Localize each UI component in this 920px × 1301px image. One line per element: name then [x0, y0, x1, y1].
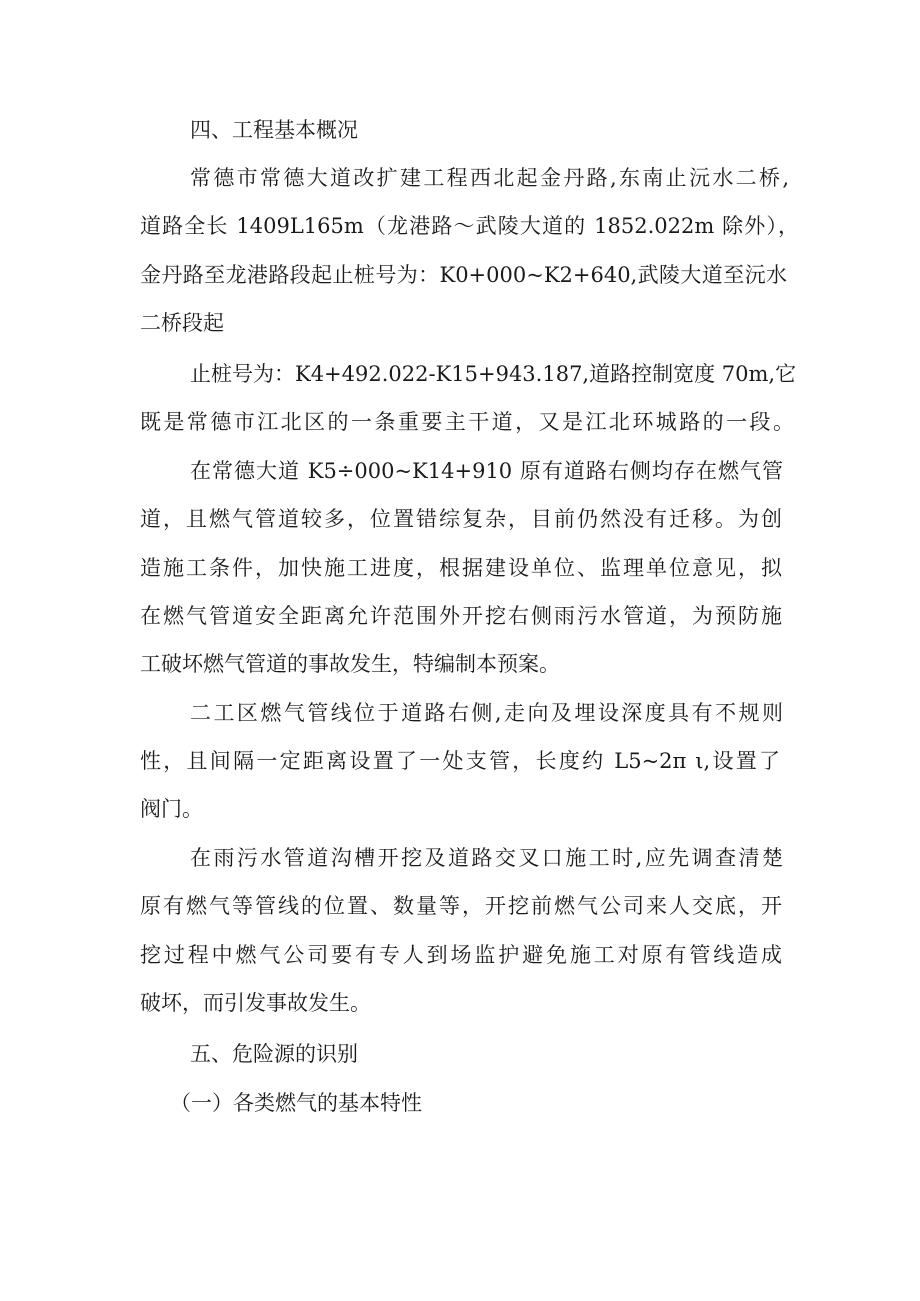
text-line: 道路全长 1409L165m（龙港路～武陵大道的 1852.022m 除外）， — [140, 214, 799, 238]
text-line: 原有燃气等管线的位置、数量等，开挖前燃气公司来人交底，开 — [140, 894, 782, 918]
text-line: 常德市常德大道改扩建工程西北起金丹路,东南止沅水二桥, — [190, 166, 789, 190]
text-line: 工破坏燃气管道的事故发生，特编制本预案。 — [140, 652, 560, 676]
section-heading-5: 五、危险源的识别 — [190, 1042, 358, 1066]
section-heading-4: 四、工程基本概况 — [190, 118, 358, 142]
text-line: 阀门。 — [140, 797, 203, 821]
text-line: 二桥段起 — [140, 311, 224, 335]
text-line: 止桩号为：K4+492.022-K15+943.187,道路控制宽度 70m,它 — [190, 362, 797, 386]
text-line: 既是常德市江北区的一条重要主干道，又是江北环城路的一段。 — [140, 410, 794, 434]
subsection-heading: （一）各类燃气的基本特性 — [170, 1091, 422, 1115]
text-line: 二工区燃气管线位于道路右侧,走向及埋设深度具有不规则 — [190, 701, 783, 725]
text-line: 道，且燃气管道较多，位置错综复杂，目前仍然没有迁移。为创 — [140, 507, 782, 531]
text-line: 在常德大道 K5÷000~K14+910 原有道路右侧均存在燃气管 — [190, 459, 783, 483]
text-line: 挖过程中燃气公司要有专人到场监护避免施工对原有管线造成 — [140, 943, 782, 967]
text-line: 在燃气管道安全距离允许范围外开挖右侧雨污水管道，为预防施 — [140, 604, 782, 628]
text-line: 造施工条件，加快施工进度，根据建设单位、监理单位意见，拟 — [140, 556, 782, 580]
text-line: 破坏，而引发事故发生。 — [140, 991, 371, 1015]
text-line: 金丹路至龙港路段起止桩号为：K0+000~K2+640,武陵大道至沅水 — [140, 263, 787, 287]
text-line: 性，且间隔一定距离设置了一处支管，长度约 L5~2π ι,设置了 — [140, 749, 780, 773]
text-line: 在雨污水管道沟槽开挖及道路交叉口施工时,应先调查清楚 — [190, 846, 783, 870]
